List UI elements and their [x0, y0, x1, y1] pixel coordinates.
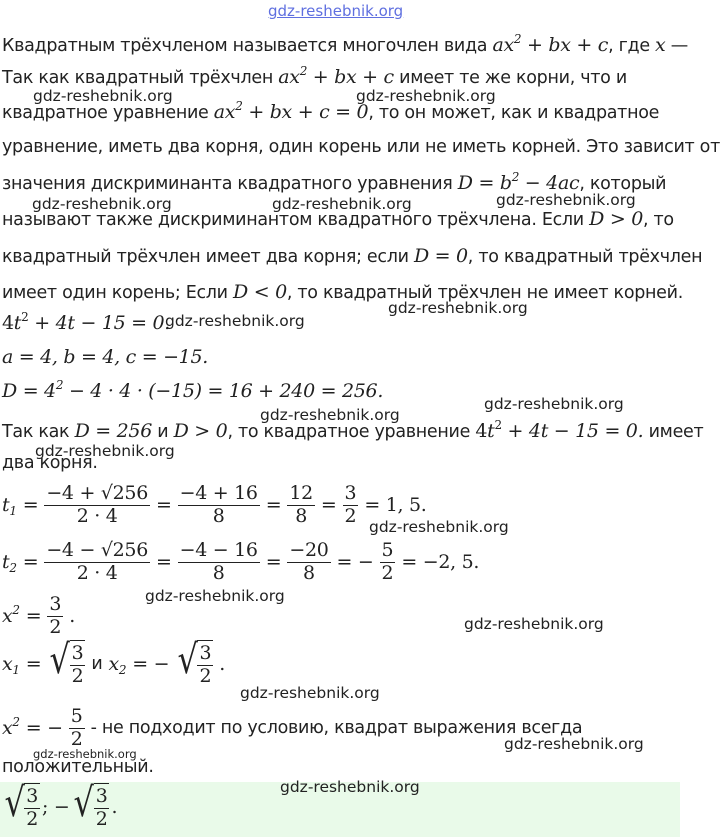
equals: = — [156, 551, 172, 574]
fraction: $\frac{3}{2}$ — [49, 593, 62, 638]
text: Так как — [2, 422, 70, 442]
watermark: gdz-reshebnik.org — [356, 87, 496, 105]
fraction: $\frac{-4 + √256}{2 \cdot 4}$ — [46, 482, 148, 527]
watermark: gdz-reshebnik.org — [388, 299, 528, 317]
math-discriminant: $D = b^2 - 4ac$ — [457, 170, 580, 194]
text: значения дискриминанта квадратного уравнения — [2, 174, 453, 194]
watermark: gdz-reshebnik.org — [33, 747, 137, 761]
sqrt: √ $\frac{3}{2}$ — [74, 780, 108, 830]
answer-line — [2, 780, 118, 831]
text: Так как квадратный трёхчлен — [2, 68, 273, 88]
watermark: gdz-reshebnik.org — [280, 778, 420, 796]
math-x: x — [655, 34, 666, 56]
equals: = — [25, 605, 42, 628]
math-t1: $t_1$ — [2, 494, 17, 519]
math-x1: $x_1$ — [2, 652, 20, 677]
math-x2: $x^2$ — [2, 715, 20, 740]
sqrt: √ $\frac{3}{2}$ — [177, 637, 212, 687]
watermark: gdz-reshebnik.org — [145, 587, 285, 605]
x-roots-line — [2, 637, 225, 688]
sqrt: √ $\frac{3}{2}$ — [4, 780, 38, 830]
definition-line-6 — [2, 208, 674, 230]
text: , то квадратное уравнение — [227, 422, 471, 442]
equals: = — [22, 551, 39, 574]
math-equation: $4t^2 + 4t - 15 = 0$. — [475, 418, 644, 442]
watermark: gdz-reshebnik.org — [260, 406, 400, 424]
math-equation: $ax^2$ + bx + c = 0 — [213, 99, 369, 123]
math-cond: D = 0 — [413, 245, 468, 267]
result: = 1, 5. — [364, 494, 427, 517]
equals: = — [265, 494, 282, 517]
watermark: gdz-reshebnik.org — [272, 195, 412, 213]
watermark: gdz-reshebnik.org — [33, 87, 173, 105]
dot: . — [219, 652, 225, 675]
conclusion-line — [2, 420, 703, 442]
dot: . — [69, 605, 75, 628]
watermark-link[interactable]: gdz-reshebnik.org — [268, 2, 404, 20]
math-cond: D < 0 — [233, 281, 287, 303]
definition-line-1 — [2, 34, 688, 56]
definition-line-2 — [2, 66, 627, 88]
rejected-line-2: положительный. — [2, 757, 154, 777]
rejected-line — [2, 706, 582, 751]
math-cond: D > 0 — [589, 208, 643, 230]
equals: = — [265, 551, 282, 574]
fraction: $\frac{5}{2}$ — [70, 705, 83, 750]
text: - не подходит по условию, квадрат выражения всегда — [90, 718, 583, 739]
math-D-value: D = 256 — [74, 420, 152, 442]
root-t2-line — [2, 540, 479, 585]
text: , где — [608, 36, 650, 56]
equals: = — [156, 494, 172, 517]
text: , то квадратный трёхчлен — [467, 247, 703, 267]
watermark: gdz-reshebnik.org — [32, 195, 172, 213]
math-equation: $4t^2 + 4t - 15 = 0$. — [2, 310, 171, 334]
definition-line-3 — [2, 101, 659, 123]
fraction: $\frac{12}{8}$ — [289, 482, 313, 527]
fraction: $\frac{5}{2}$ — [381, 539, 394, 584]
text: и — [91, 653, 103, 674]
fraction: $\frac{3}{2}$ — [344, 482, 357, 527]
watermark: gdz-reshebnik.org — [464, 615, 604, 633]
text: , который — [579, 174, 667, 194]
discriminant-calc-line — [2, 380, 383, 402]
math-x2-root: $x_2$ — [108, 652, 127, 677]
text: называют также дискриминантом квадратного трёхчлена. Если — [2, 210, 584, 230]
text: Квадратным трёхчленом называется многочлен вида — [2, 36, 488, 56]
equals-minus: = − — [25, 717, 63, 740]
text: имеет те же корни, что и — [399, 68, 627, 88]
definition-line-8 — [2, 281, 683, 303]
text: имеет один корень; Если — [2, 283, 228, 303]
sqrt: √ $\frac{3}{2}$ — [49, 637, 84, 687]
equals: = — [22, 494, 39, 517]
math-trinomial: $ax^2$ + bx + c — [492, 32, 609, 56]
watermark: gdz-reshebnik.org — [369, 518, 509, 536]
math-cond: D > 0 — [173, 420, 228, 442]
math-coefficients: a = 4, b = 4, c = −15. — [2, 346, 208, 368]
watermark: gdz-reshebnik.org — [35, 442, 175, 460]
text: квадратное уравнение — [2, 103, 209, 123]
fraction: $\frac{-20}{8}$ — [289, 539, 329, 584]
watermark: gdz-reshebnik.org — [484, 395, 624, 413]
dot: . — [111, 795, 118, 818]
watermark: gdz-reshebnik.org — [504, 735, 644, 753]
equals: = — [25, 652, 42, 675]
fraction: $\frac{-4 - 16}{8}$ — [179, 539, 258, 584]
text: квадратный трёхчлен имеет два корня; если — [2, 247, 409, 267]
equals: = — [320, 494, 337, 517]
text: — — [670, 36, 688, 56]
text: , то — [643, 210, 674, 230]
definition-line-4: уравнение, иметь два корня, один корень или не иметь корней. Это зависит от — [2, 137, 720, 157]
math-t2: $t_2$ — [2, 551, 17, 576]
watermark: gdz-reshebnik.org — [165, 312, 305, 330]
fraction: $\frac{-4 - √256}{2 \cdot 4}$ — [46, 539, 148, 584]
watermark: gdz-reshebnik.org — [496, 191, 636, 209]
x-squared-line — [2, 594, 75, 639]
watermark: gdz-reshebnik.org — [240, 684, 380, 702]
text: , то он может, как и квадратное — [368, 103, 660, 123]
definition-line-7 — [2, 245, 702, 267]
text: имеет — [648, 422, 704, 442]
separator: ; − — [42, 795, 70, 818]
coefficients-line — [2, 346, 208, 368]
math-discriminant-calc: $D = 4^2 - 4 \cdot 4 \cdot (-15) = 16 + 240 = 256$. — [2, 378, 384, 402]
equation-line — [2, 312, 170, 334]
root-t1-line — [2, 483, 427, 528]
text: и — [157, 422, 169, 442]
conclusion-line-2: два корня. — [2, 453, 98, 473]
result: = −2, 5. — [401, 551, 480, 574]
math-x2: $x^2$ — [2, 603, 20, 628]
equals-minus: = − — [132, 652, 170, 675]
text: , то квадратный трёхчлен не имеет корней. — [286, 283, 683, 303]
fraction: $\frac{-4 + 16}{8}$ — [179, 482, 258, 527]
math-trinomial: $ax^2$ + bx + c — [278, 64, 394, 88]
equals-minus: = − — [336, 551, 374, 574]
